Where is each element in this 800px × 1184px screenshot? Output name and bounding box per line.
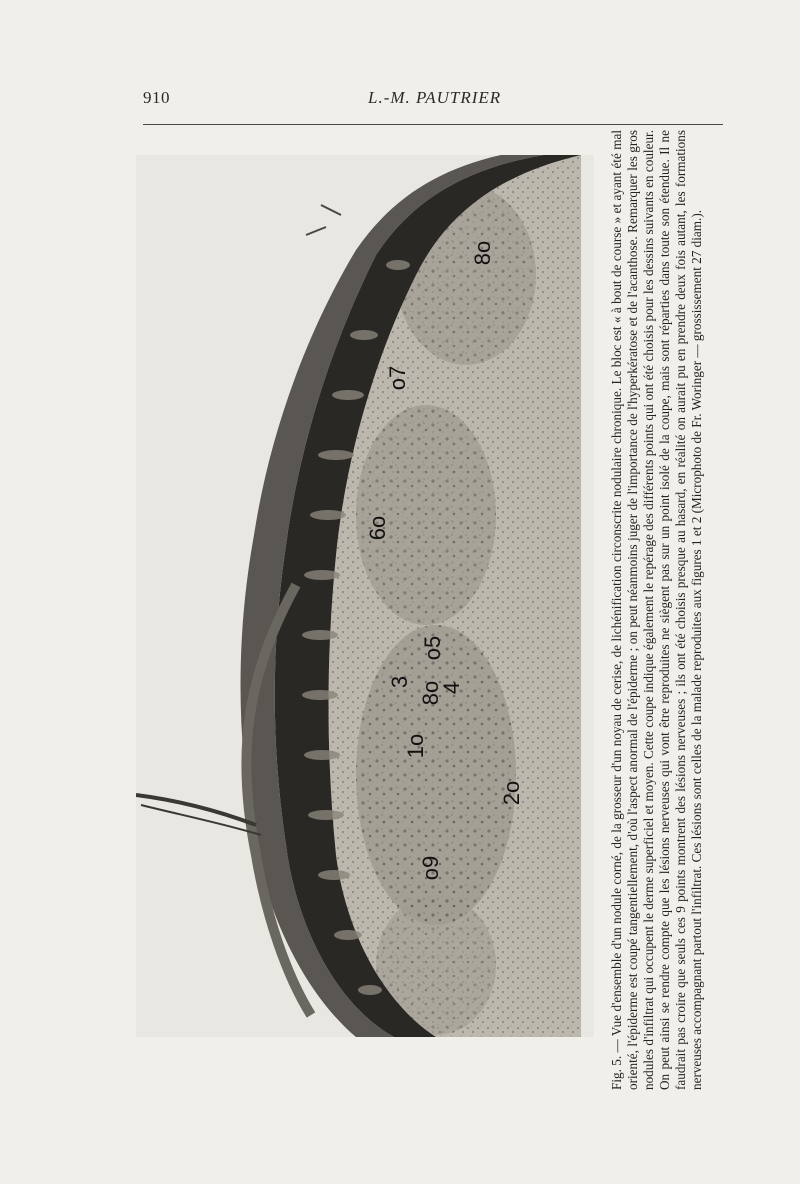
figure-caption: Fig. 5. — Vue d'ensemble d'un nodule corné, de la grosseur d'un noyau de cerise, de lichénification circonscrite nodulaire chronique. Le bloc est « à bout de course » et ayant été mal orienté, l'épiderme est coupé tangentiellement, d'où l'aspect anormal de l'épiderme ; on peut néanmoins juger de l'importance de l'hyperkératose et de l'acanthose. Remarquer les gros nodules d'infiltrat qui occupent le derme superficiel et moyen. Cette coupe indique également le repérage des différents points qui ont été choisis pour les dessins suivants en couleur. On peut ainsi se rendre compte que les lésions nerveuses qui vont être reproduites ne siègent pas sur un point isolé de la coupe, mais sont réparties dans toute son étendue. Il ne faudrait pas croire que seuls ces 9 points montrent des lésions nerveuses ; ils ont été choisis presque au hasard, en réalité on aurait pu en prendre deux fois autant, les formations nerveuses accompagnant partout l'infiltrat. Ces lésions sont celles de la malade reproduites aux figures 1 et 2 (Microphoto de Fr. Woringer — grossissement 27 diam.). (609, 130, 704, 1090)
point-label-9: o9 (418, 855, 444, 881)
point-label-1: 1o (403, 733, 429, 759)
figure-caption-container (609, 130, 737, 1090)
micrograph-image (136, 155, 594, 1037)
point-label-5: o5 (420, 635, 446, 661)
point-label-4: 4 (439, 681, 465, 695)
point-label-3: 3 (387, 675, 413, 689)
page-number: 910 (143, 88, 170, 107)
point-label-2: 2o (499, 780, 525, 806)
point-label-6: 6o (365, 515, 391, 541)
point-label-8: 8o (418, 680, 444, 706)
micrograph-plate (136, 155, 594, 1037)
point-label-7: o7 (385, 365, 411, 391)
point-label-8b: 8o (470, 240, 496, 266)
running-head: L.-M. PAUTRIER (368, 88, 502, 107)
header-rule (143, 124, 723, 125)
